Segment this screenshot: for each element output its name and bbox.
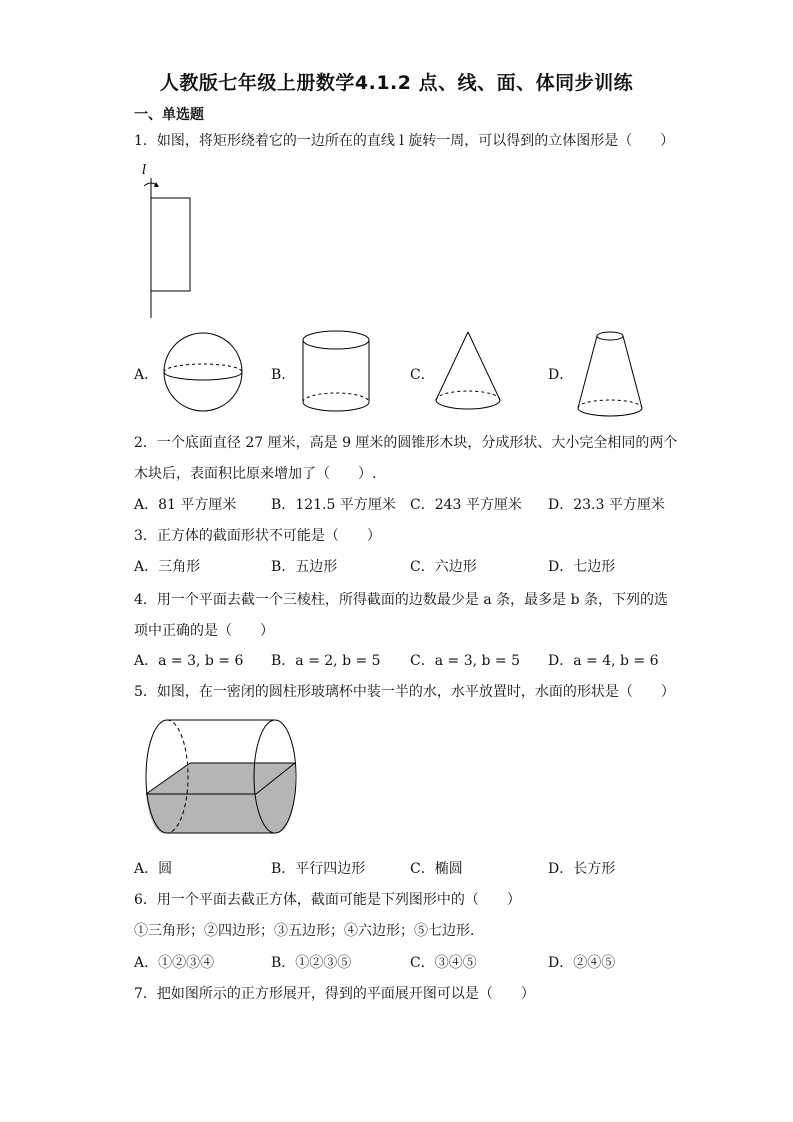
q6-option-d: D．②④⑤	[548, 955, 616, 971]
q6-option-b: B．①②③⑤	[271, 955, 352, 971]
q2-option-d: D．23.3 平方厘米	[548, 497, 665, 513]
question-4-text-line1: 4．用一个平面去截一个三棱柱，所得截面的边数最少是 a 条，最多是 b 条，下列的选	[134, 592, 669, 608]
question-6-subtext: ①三角形；②四边形；③五边形；④六边形；⑤七边形．	[134, 923, 484, 939]
q5-option-b: B．平行四边形	[271, 861, 366, 877]
arrow-head-icon	[154, 182, 159, 187]
question-6-text: 6．用一个平面去截正方体，截面可能是下列图形中的（ ）	[134, 892, 521, 908]
q4-option-d: D．a = 4, b = 6	[548, 653, 659, 669]
q5-option-c: C．椭圆	[410, 861, 463, 877]
question-7-text: 7．把如图所示的正方形展开，得到的平面展开图可以是（ ）	[134, 986, 535, 1002]
q4-option-a: A．a = 3, b = 6	[134, 653, 244, 669]
q1-option-c: C．	[410, 367, 435, 383]
q4-option-b: B．a = 2, b = 5	[271, 653, 381, 669]
q2-option-c: C．243 平方厘米	[410, 497, 522, 513]
q3-option-d: D．七边形	[548, 559, 616, 575]
page-title: 人教版七年级上册数学4.1.2 点、线、面、体同步训练	[159, 72, 634, 94]
q3-option-c: C．六边形	[410, 559, 477, 575]
q1-option-d: D．	[548, 367, 574, 383]
question-2-text-line1: 2．一个底面直径 27 厘米，高是 9 厘米的圆锥形木块，分成形状、大小完全相同的两个	[134, 435, 678, 451]
cone-icon	[430, 328, 506, 416]
question-2-text-line2: 木块后，表面积比原来增加了（ ）.	[134, 466, 377, 482]
q4-option-c: C．a = 3, b = 5	[410, 653, 520, 669]
q5-option-a: A．圆	[134, 861, 173, 877]
q2-option-b: B．121.5 平方厘米	[271, 497, 396, 513]
q3-option-b: B．五边形	[271, 559, 338, 575]
label-l: l	[142, 163, 147, 178]
q5-option-d: D．长方形	[548, 861, 616, 877]
frustum-icon	[572, 328, 648, 420]
rotating-rectangle-figure	[138, 158, 198, 320]
horizontal-cylinder-water-figure	[140, 714, 302, 840]
q6-option-a: A．①②③④	[134, 955, 215, 971]
question-4-text-line2: 项中正确的是（ ）	[134, 623, 274, 639]
q6-option-c: C．③④⑤	[410, 955, 477, 971]
q1-option-b: B．	[271, 367, 296, 383]
section-heading: 一、单选题	[134, 107, 204, 123]
question-1-text: 1．如图，将矩形绕着它的一边所在的直线 l 旋转一周，可以得到的立体图形是（ ）	[134, 133, 675, 149]
cylinder-icon	[296, 328, 376, 418]
q3-option-a: A．三角形	[134, 559, 201, 575]
q1-option-a: A．	[134, 367, 159, 383]
question-3-text: 3．正方体的截面形状不可能是（ ）	[134, 528, 381, 544]
rectangle	[151, 198, 190, 291]
q2-option-a: A．81 平方厘米	[134, 497, 237, 513]
sphere-icon	[158, 330, 248, 414]
question-5-text: 5．如图，在一密闭的圆柱形玻璃杯中装一半的水，水平放置时，水面的形状是（ ）	[134, 684, 675, 700]
